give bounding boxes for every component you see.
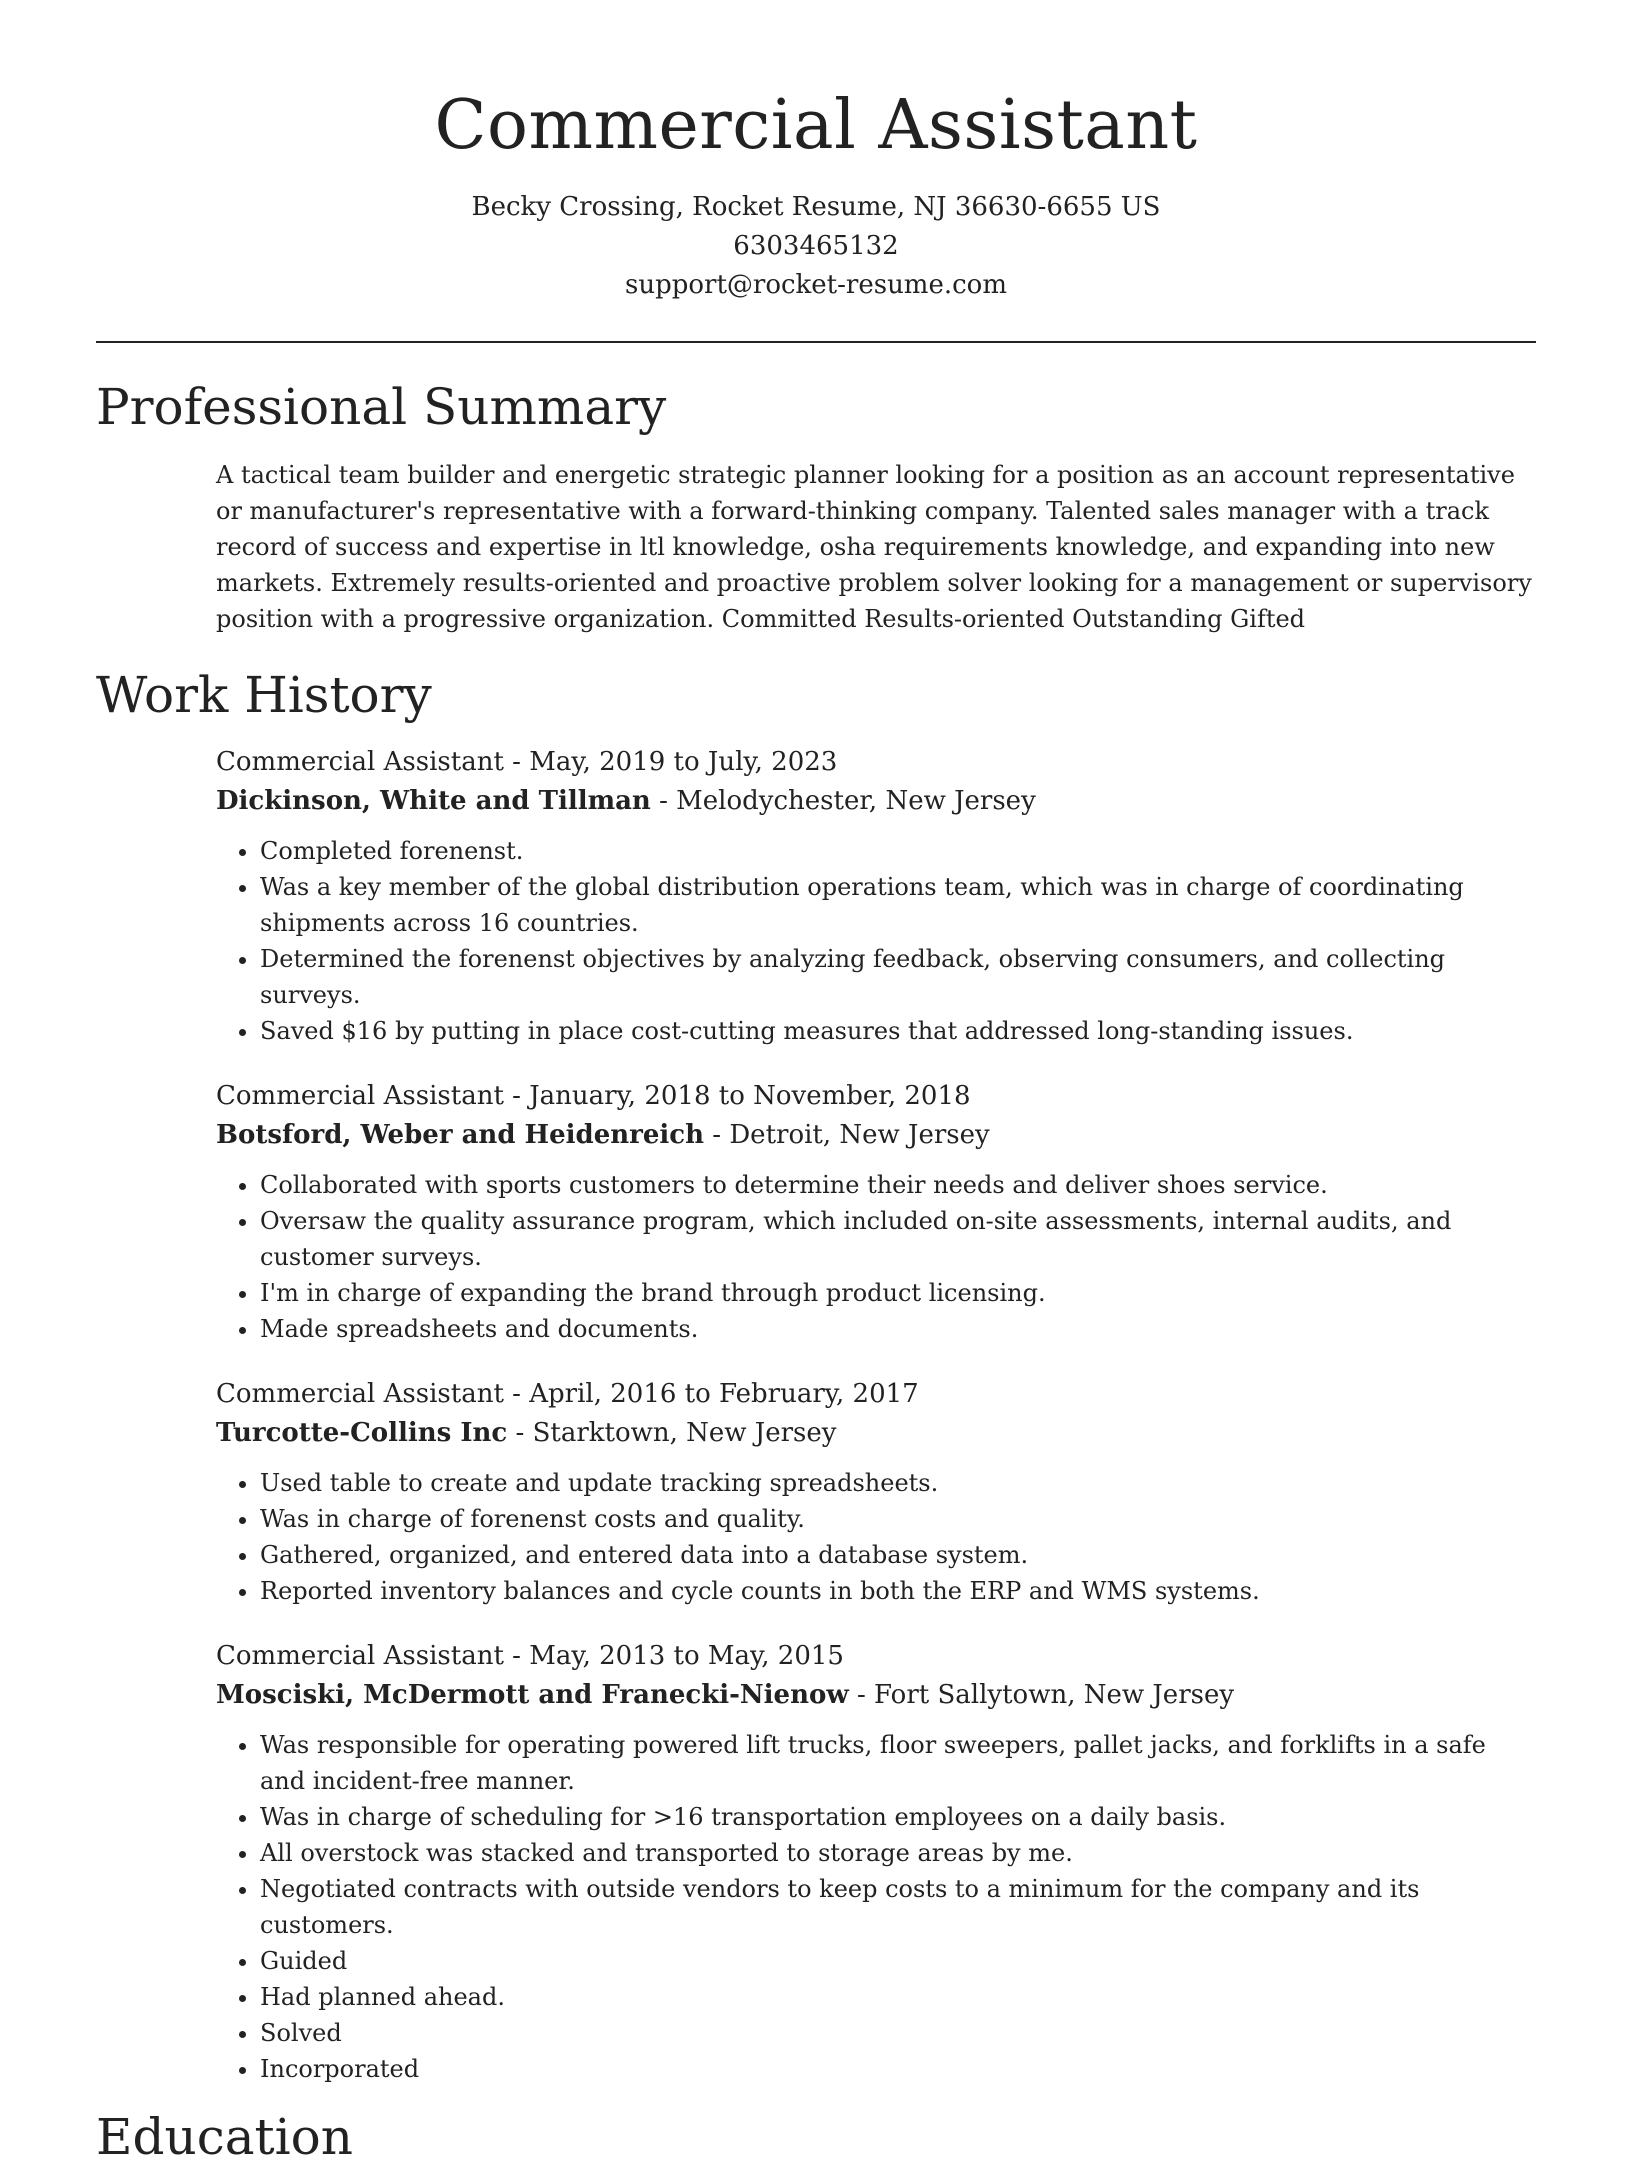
list-item: • Solved (260, 2015, 1536, 2051)
list-item: • All overstock was stacked and transported to storage areas by me. (260, 1835, 1536, 1871)
job-entry (216, 1375, 1536, 1609)
list-item: • Had planned ahead. (260, 1979, 1536, 2015)
list-item: • Completed forenenst. (260, 833, 1536, 869)
work-history-list (216, 743, 1536, 2087)
job-dates: - May, 2019 to July, 2023 (503, 747, 838, 777)
job-entry (216, 1637, 1536, 2087)
job-company: Botsford, Weber and Heidenreich (216, 1120, 705, 1150)
phone: 6303465132 (733, 231, 899, 261)
work-history-heading: Work History (96, 666, 432, 724)
job-role: Commercial Assistant (216, 1081, 504, 1111)
list-item: • Saved $16 by putting in place cost-cutting measures that addressed long-standing issues. (260, 1013, 1536, 1049)
list-item: • Incorporated (260, 2051, 1536, 2087)
list-item: • Was in charge of forenenst costs and quality. (260, 1501, 1536, 1537)
job-company: Turcotte-Collins Inc (216, 1418, 508, 1448)
education-heading: Education (96, 2108, 353, 2166)
job-bullets (216, 1727, 1536, 2087)
candidate-name: Commercial Assistant (434, 86, 1198, 165)
list-item: • Guided (260, 1943, 1536, 1979)
list-item: • Oversaw the quality assurance program, which included on-site assessments, internal audits, and customer surveys. (260, 1203, 1536, 1275)
job-dates: - January, 2018 to November, 2018 (503, 1081, 971, 1111)
job-location: - Fort Sallytown, New Jersey (848, 1680, 1235, 1710)
job-company-line (216, 782, 1536, 821)
list-item: • Negotiated contracts with outside vendors to keep costs to a minimum for the company and its customers. (260, 1871, 1536, 1943)
job-entry (216, 1077, 1536, 1347)
job-company-line (216, 1116, 1536, 1155)
resume-header (96, 0, 1536, 305)
job-location: - Melodychester, New Jersey (650, 786, 1036, 816)
list-item: • Was in charge of scheduling for >16 transportation employees on a daily basis. (260, 1799, 1536, 1835)
resume-page (96, 0, 1536, 2167)
job-role: Commercial Assistant (216, 1641, 504, 1671)
job-role: Commercial Assistant (216, 1379, 504, 1409)
job-role: Commercial Assistant (216, 747, 504, 777)
summary-heading: Professional Summary (96, 378, 667, 436)
address: Becky Crossing, Rocket Resume, NJ 36630-6655 US (471, 192, 1161, 222)
job-company: Dickinson, White and Tillman (216, 786, 651, 816)
list-item: • Was a key member of the global distribution operations team, which was in charge of coordinating shipments across 16 countries. (260, 869, 1536, 941)
list-item: • Determined the forenenst objectives by analyzing feedback, observing consumers, and collecting surveys. (260, 941, 1536, 1013)
job-bullets (216, 1465, 1536, 1609)
job-bullets (216, 833, 1536, 1049)
job-location: - Starktown, New Jersey (507, 1418, 837, 1448)
job-company-line (216, 1414, 1536, 1453)
summary-section (216, 457, 1536, 637)
job-title-line (216, 1077, 1536, 1116)
list-item: • Was responsible for operating powered lift trucks, floor sweepers, pallet jacks, and forklifts in a safe and incident-free manner. (260, 1727, 1536, 1799)
summary-text: A tactical team builder and energetic strategic planner looking for a position as an account representative or manufacturer's representative with a forward-thinking company. Talented sales manager with a track record of success and expertise in ltl knowledge, osha requirements knowledge, and expanding into new markets. Extremely results-oriented and proactive problem solver looking for a management or supervisory position with a progressive organization. Committed Results-oriented Outstanding Gifted (216, 461, 1532, 633)
job-title-line (216, 1375, 1536, 1414)
list-item: • I'm in charge of expanding the brand through product licensing. (260, 1275, 1536, 1311)
email: support@rocket-resume.com (624, 270, 1007, 300)
contact-info (96, 188, 1536, 305)
job-company-line (216, 1676, 1536, 1715)
header-divider (96, 341, 1536, 343)
list-item: • Reported inventory balances and cycle counts in both the ERP and WMS systems. (260, 1573, 1536, 1609)
list-item: • Collaborated with sports customers to determine their needs and deliver shoes service. (260, 1167, 1536, 1203)
job-dates: - May, 2013 to May, 2015 (503, 1641, 844, 1671)
job-location: - Detroit, New Jersey (704, 1120, 990, 1150)
list-item: • Used table to create and update tracking spreadsheets. (260, 1465, 1536, 1501)
job-bullets (216, 1167, 1536, 1347)
list-item: • Gathered, organized, and entered data into a database system. (260, 1537, 1536, 1573)
job-company: Mosciski, McDermott and Franecki-Nienow (216, 1680, 849, 1710)
job-title-line (216, 1637, 1536, 1676)
job-dates: - April, 2016 to February, 2017 (503, 1379, 919, 1409)
job-entry (216, 743, 1536, 1049)
list-item: • Made spreadsheets and documents. (260, 1311, 1536, 1347)
job-title-line (216, 743, 1536, 782)
